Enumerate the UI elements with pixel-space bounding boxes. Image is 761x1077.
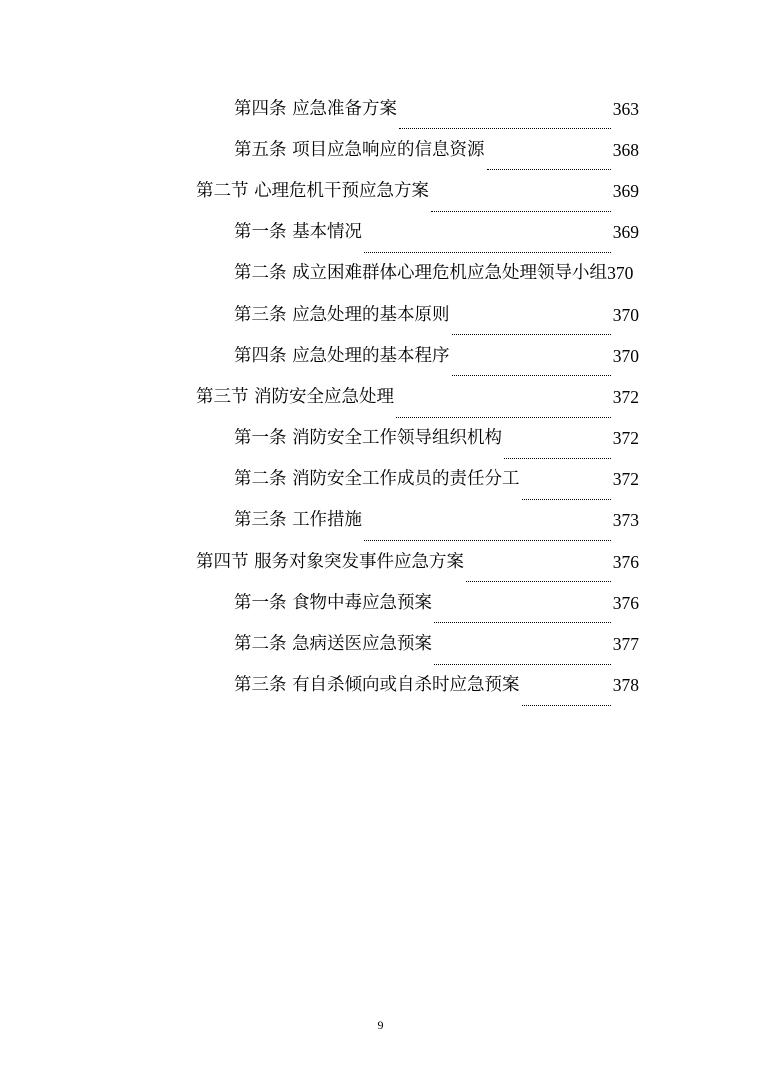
toc-dot-leader <box>452 325 611 335</box>
toc-entry[interactable] <box>0 335 639 376</box>
toc-entry-page: 369 <box>612 222 639 243</box>
toc-dot-leader <box>431 202 611 212</box>
toc-entry[interactable] <box>0 212 639 253</box>
toc-dot-leader <box>522 696 611 706</box>
toc-dot-leader <box>466 572 611 582</box>
toc-entry-page: 372 <box>612 386 639 407</box>
table-of-contents <box>0 88 761 706</box>
toc-entry-page: 373 <box>612 510 639 531</box>
toc-dot-leader <box>364 243 611 253</box>
toc-entry-title: 第二条 成立困难群体心理危机应急处理领导小组 <box>234 263 608 284</box>
toc-entry-title: 第二条 消防安全工作成员的责任分工 <box>234 469 520 490</box>
toc-entry-page: 363 <box>612 98 639 119</box>
toc-entry-title: 第二条 急病送医应急预案 <box>234 634 433 655</box>
toc-entry-page: 369 <box>612 180 639 201</box>
toc-entry[interactable] <box>0 623 639 664</box>
toc-dot-leader <box>434 655 611 665</box>
page-number: 9 <box>377 1018 384 1032</box>
toc-entry-title: 第四条 应急处理的基本程序 <box>234 345 450 366</box>
toc-dot-leader <box>487 160 611 170</box>
toc-entry-title: 第一条 消防安全工作领导组织机构 <box>234 428 503 449</box>
toc-entry[interactable] <box>0 418 639 459</box>
toc-entry-title: 第三节 消防安全应急处理 <box>196 386 395 407</box>
toc-entry-title: 第三条 工作措施 <box>234 510 363 531</box>
toc-dot-leader <box>522 490 611 500</box>
toc-entry[interactable] <box>0 459 639 500</box>
toc-entry-page: 377 <box>612 634 639 655</box>
toc-entry-title: 第三条 有自杀倾向或自杀时应急预案 <box>234 675 520 696</box>
toc-entry-page: 368 <box>612 139 639 160</box>
toc-entry[interactable] <box>0 129 639 170</box>
toc-dot-leader <box>396 408 611 418</box>
toc-entry[interactable] <box>0 88 639 129</box>
toc-entry-title: 第三条 应急处理的基本原则 <box>234 304 450 325</box>
toc-entry-title: 第一条 食物中毒应急预案 <box>234 592 433 613</box>
toc-entry-title: 第四节 服务对象突发事件应急方案 <box>196 551 465 572</box>
toc-entry-page: 376 <box>612 592 639 613</box>
toc-entry[interactable] <box>0 582 639 623</box>
toc-entry-title: 第一条 基本情况 <box>234 222 363 243</box>
toc-section-entry[interactable] <box>0 170 639 211</box>
toc-entry-page: 370 <box>607 263 634 284</box>
toc-entry-page: 376 <box>612 551 639 572</box>
toc-entry-title: 第五条 项目应急响应的信息资源 <box>234 139 485 160</box>
toc-entry-page: 370 <box>612 345 639 366</box>
toc-entry-page: 372 <box>612 428 639 449</box>
toc-entry-title: 第四条 应急准备方案 <box>234 98 398 119</box>
toc-entry[interactable] <box>0 500 639 541</box>
toc-entry-page: 378 <box>612 675 639 696</box>
toc-dot-leader <box>434 613 611 623</box>
toc-dot-leader <box>399 119 611 129</box>
toc-dot-leader <box>364 531 611 541</box>
toc-entry-title: 第二节 心理危机干预应急方案 <box>196 180 430 201</box>
toc-section-entry[interactable] <box>0 541 639 582</box>
toc-entry[interactable] <box>0 253 639 294</box>
toc-entry-page: 372 <box>612 469 639 490</box>
toc-section-entry[interactable] <box>0 376 639 417</box>
toc-dot-leader <box>452 366 611 376</box>
toc-dot-leader <box>504 449 611 459</box>
toc-entry[interactable] <box>0 665 639 706</box>
toc-entry-page: 370 <box>612 304 639 325</box>
toc-entry[interactable] <box>0 294 639 335</box>
